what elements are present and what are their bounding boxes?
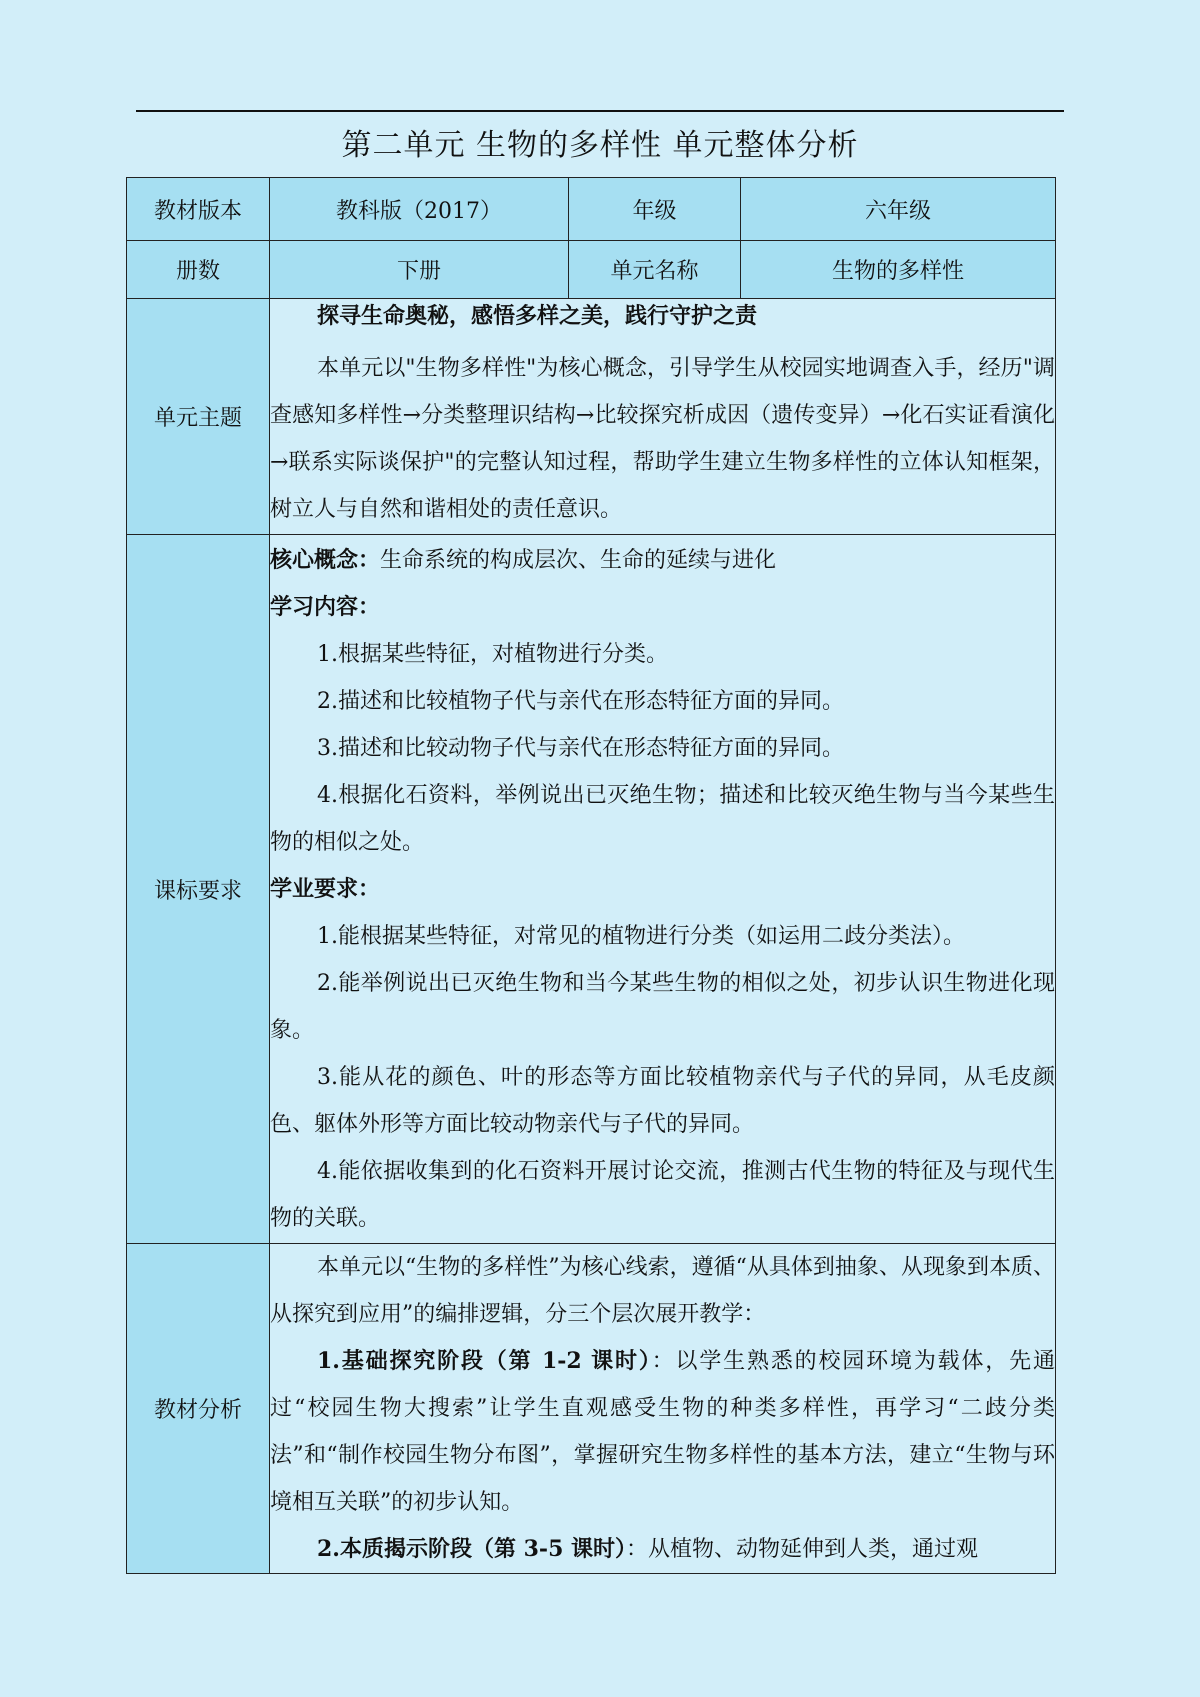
cell-analysis-label: 教材分析 — [127, 1244, 270, 1574]
cell-standards-label: 课标要求 — [127, 535, 270, 1244]
core-concept-label: 核心概念： — [270, 546, 381, 573]
theme-heading: 探寻生命奥秘，感悟多样之美，践行守护之责 — [317, 303, 758, 329]
cell-grade-value: 六年级 — [741, 178, 1056, 241]
stage-2-text: ：从植物、动物延伸到人类，通过观 — [626, 1537, 979, 1562]
academic-requirements-label: 学业要求： — [270, 875, 381, 902]
cell-unit-name-value: 生物的多样性 — [741, 241, 1056, 299]
learning-content-item: 2.描述和比较植物子代与亲代在形态特征方面的异同。 — [317, 688, 844, 714]
academic-requirement-item: 1.能根据某些特征，对常见的植物进行分类（如运用二歧分类法）。 — [317, 923, 965, 949]
learning-content-item: 4.根据化石资料，举例说出已灭绝生物；描述和比较灭绝生物与当今某些生物的相似之处。 — [270, 782, 1055, 855]
analysis-stage-2 — [270, 1526, 1055, 1573]
info-row-2 — [127, 241, 1056, 299]
core-concept — [270, 537, 1055, 584]
academic-requirement-item: 4.能依据收集到的化石资料开展讨论交流，推测古代生物的特征及与现代生物的关联。 — [270, 1158, 1055, 1231]
cell-textbook-version-value: 教科版（2017） — [270, 178, 569, 241]
cell-theme-content — [270, 299, 1056, 535]
header-rule — [136, 110, 1064, 112]
cell-volume-label: 册数 — [127, 241, 270, 299]
learning-content-label: 学习内容： — [270, 593, 381, 620]
cell-grade-label: 年级 — [569, 178, 741, 241]
page-title: 第二单元 生物的多样性 单元整体分析 — [341, 128, 859, 163]
standards-row — [127, 535, 1056, 1244]
stage-1-heading: 1.基础探究阶段（第 1-2 课时） — [317, 1348, 652, 1374]
analysis-stage-1 — [270, 1338, 1055, 1526]
academic-requirement-item: 3.能从花的颜色、叶的形态等方面比较植物亲代与子代的异同，从毛皮颜色、躯体外形等方面比较动物亲代与子代的异同。 — [270, 1064, 1055, 1137]
info-row-1 — [127, 178, 1056, 241]
core-concept-text: 生命系统的构成层次、生命的延续与进化 — [380, 547, 777, 573]
theme-text: 本单元以"生物多样性"为核心概念，引导学生从校园实地调查入手，经历"调查感知多样性→分类整理识结构→比较探究析成因（遗传变异）→化石实证看演化→联系实际谈保护"的完整认知过程，帮助学生建立生物多样性的立体认知框架，树立人与自然和谐相处的责任意识。 — [270, 356, 1055, 522]
analysis-intro: 本单元以“生物的多样性”为核心线索，遵循“从具体到抽象、从现象到本质、从探究到应用”的编排逻辑，分三个层次展开教学： — [270, 1255, 1055, 1327]
cell-textbook-version-label: 教材版本 — [127, 178, 270, 241]
analysis-row — [127, 1244, 1056, 1574]
cell-volume-value: 下册 — [270, 241, 569, 299]
analysis-table — [126, 177, 1056, 1574]
stage-1-text: ：以学生熟悉的校园环境为载体，先通过“校园生物大搜索”让学生直观感受生物的种类多样性，再学习“二歧分类法”和“制作校园生物分布图”，掌握研究生物多样性的基本方法，建立“生物与环境相互关联”的初步认知。 — [270, 1349, 1055, 1515]
learning-content-item: 1.根据某些特征，对植物进行分类。 — [317, 641, 668, 667]
academic-requirement-item: 2.能举例说出已灭绝生物和当今某些生物的相似之处，初步认识生物进化现象。 — [270, 970, 1055, 1043]
stage-2-heading: 2.本质揭示阶段（第 3-5 课时） — [317, 1536, 627, 1562]
theme-row — [127, 299, 1056, 535]
cell-standards-content — [270, 535, 1056, 1244]
cell-unit-name-label: 单元名称 — [569, 241, 741, 299]
cell-analysis-content — [270, 1244, 1056, 1574]
learning-content-item: 3.描述和比较动物子代与亲代在形态特征方面的异同。 — [317, 735, 844, 761]
cell-theme-label: 单元主题 — [127, 299, 270, 535]
